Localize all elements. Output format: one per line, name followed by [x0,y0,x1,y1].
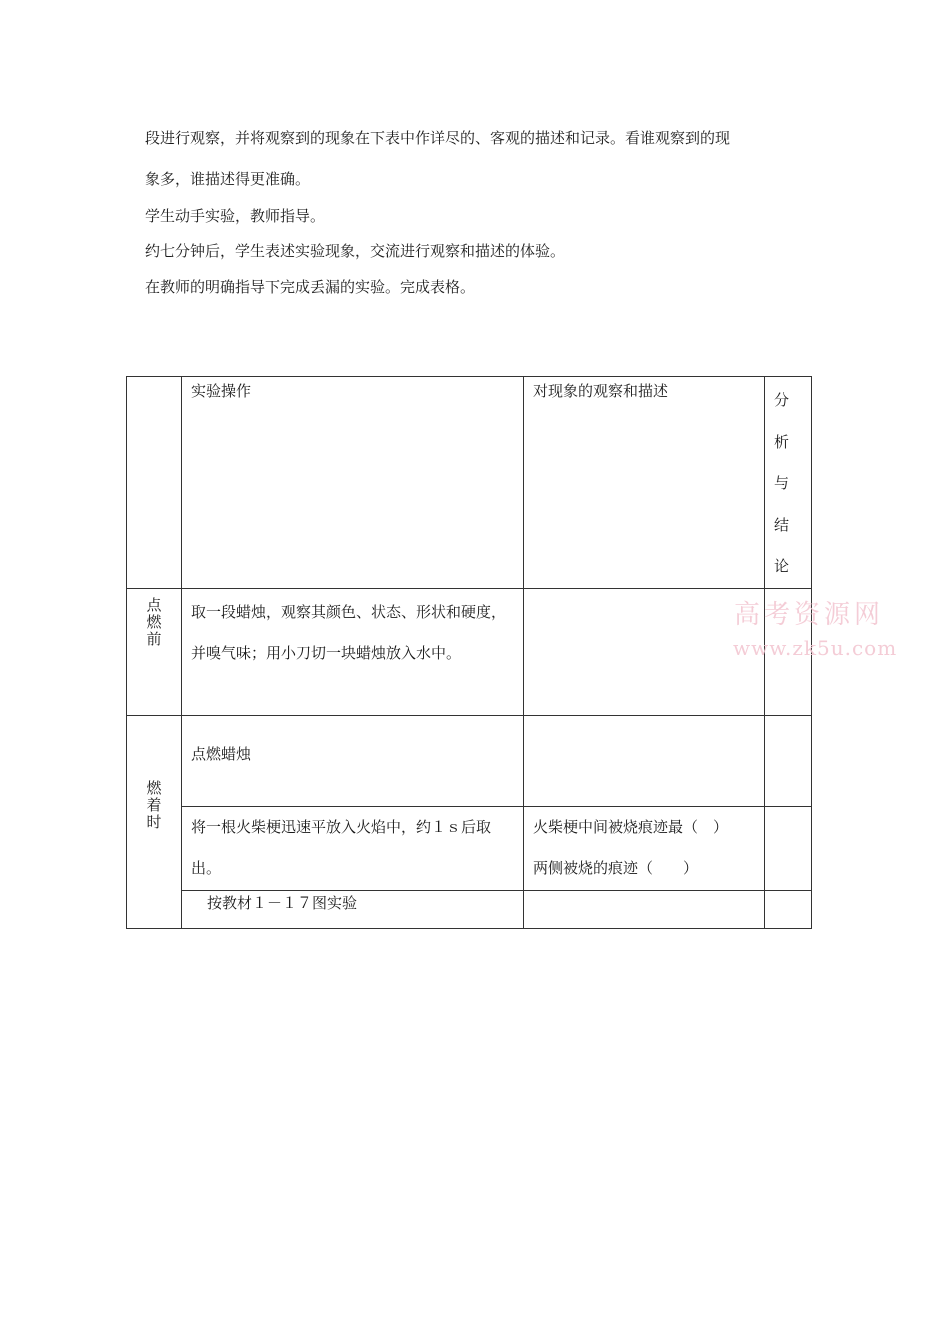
watermark-logo-text: 高考资源网 [734,600,885,630]
during-row3-analysis-cell [765,890,812,928]
header-analysis-char: 与 [774,474,790,492]
header-analysis-char: 分 [774,391,790,409]
during-label-char: 燃 [146,779,162,797]
before-label-char: 前 [146,629,162,648]
during-row2-observation-line2: 两侧被烧的痕迹（ ） [533,859,699,877]
header-operation-cell [182,377,524,589]
during-row3-observation-cell [524,890,765,928]
during-row3-operation-cell [182,890,524,928]
header-analysis-cell [765,377,812,589]
header-observation: 对现象的观察和描述 [533,382,669,400]
paragraph-3: 学生动手实验，教师指导。 [145,207,326,225]
during-row1-analysis-cell [765,715,812,806]
during-row3-operation: 按教材１－１７图实验 [207,893,358,912]
table-row-during-1 [127,715,812,806]
during-row1-operation: 点燃蜡烛 [191,744,252,763]
before-operation-cell [182,588,524,715]
during-row2-analysis-cell [765,806,812,890]
table-row-before [127,588,812,715]
during-label-cell [127,715,182,928]
during-row2-observation-cell [524,806,765,890]
during-row2-operation: 将一根火柴梗迅速平放入火焰中，约１ｓ后取出。 [191,817,492,877]
before-label-cell [127,588,182,715]
table-row-during-3 [127,890,812,928]
paragraph-1: 段进行观察，并将观察到的现象在下表中作详尽的、客观的描述和记录。看谁观察到的现 [145,129,731,147]
before-label-char: 燃 [146,612,162,631]
header-operation: 实验操作 [191,382,252,400]
paragraph-2: 象多，谁描述得更准确。 [145,170,311,188]
header-empty-cell [127,377,182,589]
experiment-table [126,376,812,929]
table-row-during-2 [127,806,812,890]
header-observation-cell [524,377,765,589]
header-analysis-char: 结 [774,515,790,534]
during-row1-observation-cell [524,715,765,806]
during-row1-operation-cell [182,715,524,806]
watermark-url: www.zk5u.com [733,636,898,660]
before-observation-cell [524,588,765,715]
during-label-char: 着 [146,796,162,814]
header-analysis-char: 析 [774,432,790,451]
header-analysis-char: 论 [774,557,790,575]
during-row2-operation-cell [182,806,524,890]
during-row2-observation-line1: 火柴梗中间被烧痕迹最（ ） [533,817,729,836]
during-label-char: 时 [146,813,162,831]
before-label-char: 点 [146,595,162,614]
before-operation: 取一段蜡烛，观察其颜色、状态、形状和硬度，并嗅气味；用小刀切一块蜡烛放入水中。 [191,602,507,662]
paragraph-5: 在教师的明确指导下完成丢漏的实验。完成表格。 [145,278,476,296]
paragraph-4: 约七分钟后，学生表述实验现象，交流进行观察和描述的体验。 [145,242,566,260]
table-header-row [127,377,812,589]
